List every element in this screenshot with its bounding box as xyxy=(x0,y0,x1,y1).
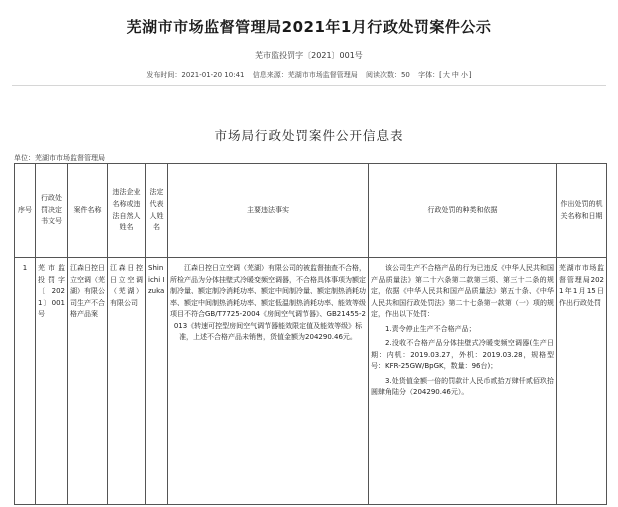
font-bracket-close: ] xyxy=(468,71,472,79)
cell-penalty xyxy=(369,258,557,505)
penalty-table xyxy=(14,163,607,505)
divider xyxy=(12,85,606,86)
font-medium-button[interactable]: 中 xyxy=(451,71,459,79)
font-small-button[interactable]: 小 xyxy=(460,71,468,79)
view-count: 阅读次数：50 xyxy=(365,71,410,79)
cell-party: 江森日控日立空调（芜湖）有限公司 xyxy=(108,258,146,505)
penalty-basis: 该公司生产不合格产品的行为已违反《中华人民共和国产品质量法》第二十六条第二款第三项、第三十二条的规定，依据《中华人民共和国产品质量法》第五十条、《中华人民共和国行政处罚法》第二十七条第一款第（一）项的规定，作出以下处罚： xyxy=(371,264,554,319)
font-bracket-open: [ xyxy=(439,71,442,79)
meta-bar xyxy=(0,70,618,80)
penalty-item-2: 2.没收不合格产品分体挂壁式冷暖变频空调器(生产日期：内机：2019.03.27，外机：2019.03.28，规格型号：KFR-25GW/BpGK，数量：96台)； xyxy=(371,339,554,371)
header-no: 序号 xyxy=(15,164,36,258)
publish-time: 发布时间：2021-01-20 10:41 xyxy=(146,71,245,79)
table-title: 市场局行政处罚案件公开信息表 xyxy=(214,128,404,143)
header-party: 违法企业名称或违法自然人姓名 xyxy=(108,164,146,258)
info-source: 信息来源：芜湖市市场监督管理局 xyxy=(252,71,358,79)
header-legal-rep: 法定代表人姓名 xyxy=(146,164,168,258)
header-case-number: 行政处罚决定书文号 xyxy=(36,164,68,258)
font-size-label: 字体： xyxy=(418,71,440,79)
penalty-item-3: 3.处货值金额一倍的罚款计人民币贰拾万肆仟贰佰玖拾圆肆角陆分（204290.46元）。 xyxy=(371,376,554,397)
cell-facts: 江森日控日立空调（芜湖）有限公司的被监督抽查不合格，所检产品为分体挂壁式冷暖变频空调器，不合格具体事项为额定制冷量、额定制冷消耗功率、额定中间制冷量、额定制热消耗功率、额定中间制热消耗功率、额定低温制热消耗功率、能效等级项目不符合GB/T7725-2004《房间空气调节器》、GB21455-2013《转速可控型房间空气调节器能效限定值及能效等级》标准，上述不合格产品未销售，货值金额为204290.46元。 xyxy=(168,258,369,505)
table-row xyxy=(15,258,607,505)
cell-case-name: 江森日控日立空调（芜湖）有限公司生产不合格产品案 xyxy=(68,258,108,505)
cell-legal-rep: Shinichi Izuka xyxy=(146,258,168,505)
font-large-button[interactable]: 大 xyxy=(442,71,450,79)
unit-label: 单位：芜湖市市场监督管理局 xyxy=(14,154,105,162)
header-case-name: 案件名称 xyxy=(68,164,108,258)
cell-no: 1 xyxy=(15,258,36,505)
header-facts: 主要违法事实 xyxy=(168,164,369,258)
header-penalty: 行政处罚的种类和依据 xyxy=(369,164,557,258)
document-number: 芜市监投罚字〔2021〕001号 xyxy=(255,51,363,60)
cell-authority: 芜湖市市场监督管理局2021年1月15日作出行政处罚 xyxy=(557,258,607,505)
page-title: 芜湖市市场监督管理局2021年1月行政处罚案件公示 xyxy=(126,18,492,36)
table-header-row xyxy=(15,164,607,258)
cell-case-number: 芜市监投罚字〔2021〕001号 xyxy=(36,258,68,505)
header-authority: 作出处罚的机关名称和日期 xyxy=(557,164,607,258)
penalty-item-1: 1.责令停止生产不合格产品； xyxy=(385,324,476,333)
font-size-control xyxy=(418,71,471,79)
